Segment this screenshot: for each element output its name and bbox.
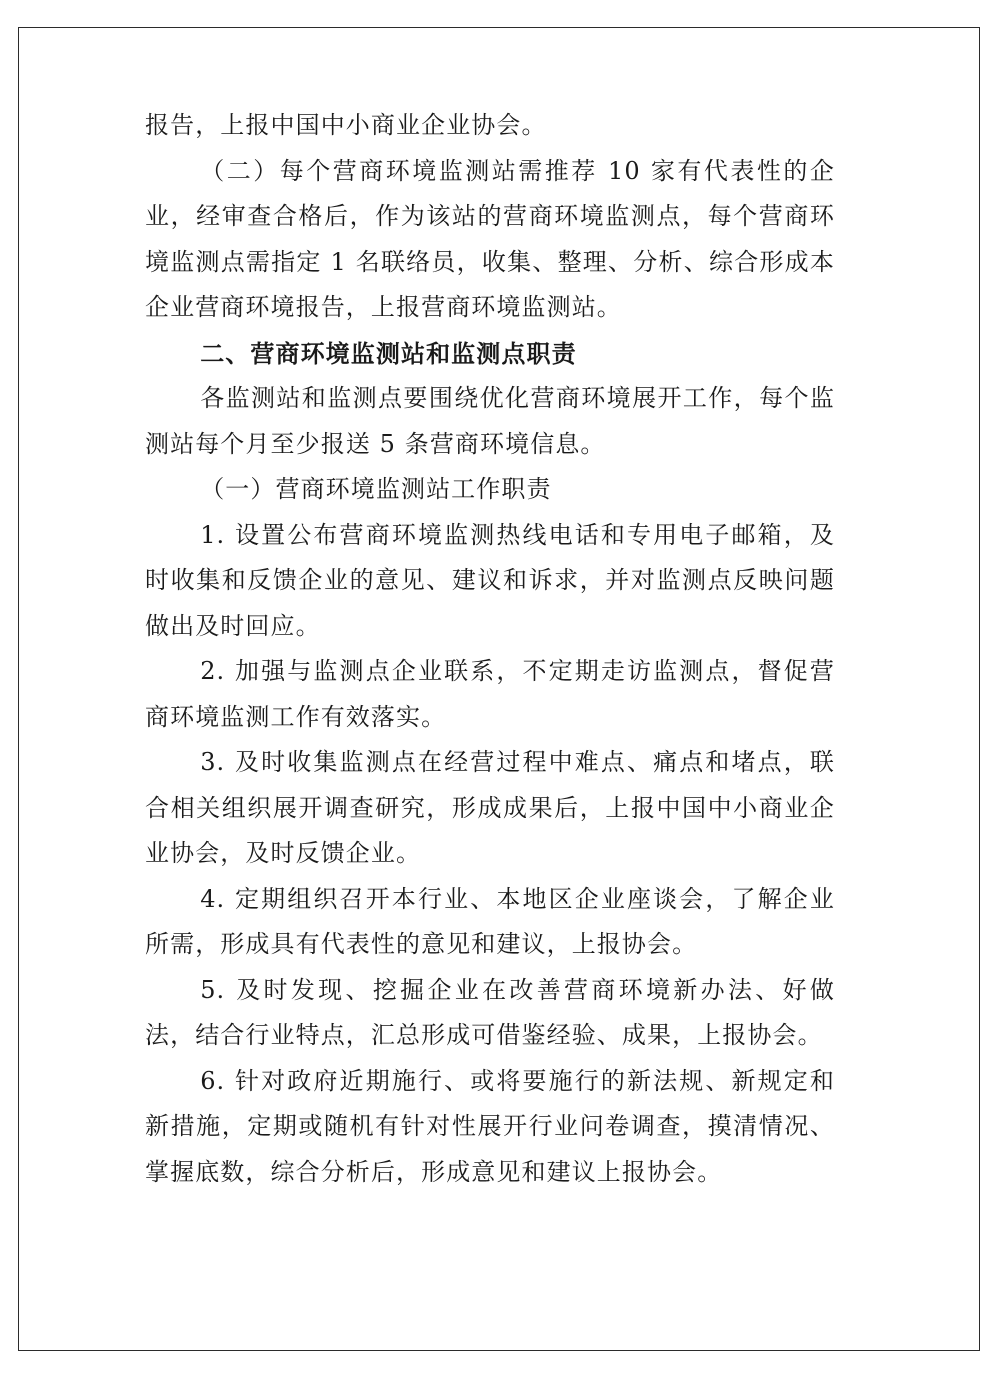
list-item-duty-5: 5. 及时发现、挖掘企业在改善营商环境新办法、好做法，结合行业特点，汇总形成可借鉴经验、成果，上报协会。 [145, 975, 835, 1049]
list-item-duty-3: 3. 及时收集监测点在经营过程中难点、痛点和堵点，联合相关组织展开调查研究，形成成果后，上报中国中小商业企业协会，及时反馈企业。 [145, 748, 835, 867]
paragraph-item-two: （二）每个营商环境监测站需推荐 10 家有代表性的企业，经审查合格后，作为该站的营商环境监测点，每个营商环境监测点需指定 1 名联络员，收集、整理、分析、综合形成本企业营商环境报告，上报营商环境监测站。 [145, 156, 835, 321]
subheading-station-duties: （一）营商环境监测站工作职责 [200, 475, 552, 503]
list-item-duty-4: 4. 定期组织召开本行业、本地区企业座谈会，了解企业所需，形成具有代表性的意见和建议，上报协会。 [145, 884, 835, 958]
list-item-duty-1: 1. 设置公布营商环境监测热线电话和专用电子邮箱，及时收集和反馈企业的意见、建议和诉求，并对监测点反映问题做出及时回应。 [145, 520, 835, 640]
paragraph-report-continuation: 报告，上报中国中小商业企业协会。 [145, 111, 547, 139]
section-heading-duties: 二、营商环境监测站和监测点职责 [200, 338, 577, 368]
document-body [145, 103, 835, 1195]
list-item-duty-2: 2. 加强与监测点企业联系，不定期走访监测点，督促营商环境监测工作有效落实。 [145, 657, 835, 731]
list-item-duty-6: 6. 针对政府近期施行、或将要施行的新法规、新规定和新措施，定期或随机有针对性展开行业问卷调查，摸清情况、掌握底数，综合分析后，形成意见和建议上报协会。 [145, 1066, 835, 1186]
paragraph-duties-intro: 各监测站和监测点要围绕优化营商环境展开工作，每个监测站每个月至少报送 5 条营商环境信息。 [145, 384, 835, 458]
